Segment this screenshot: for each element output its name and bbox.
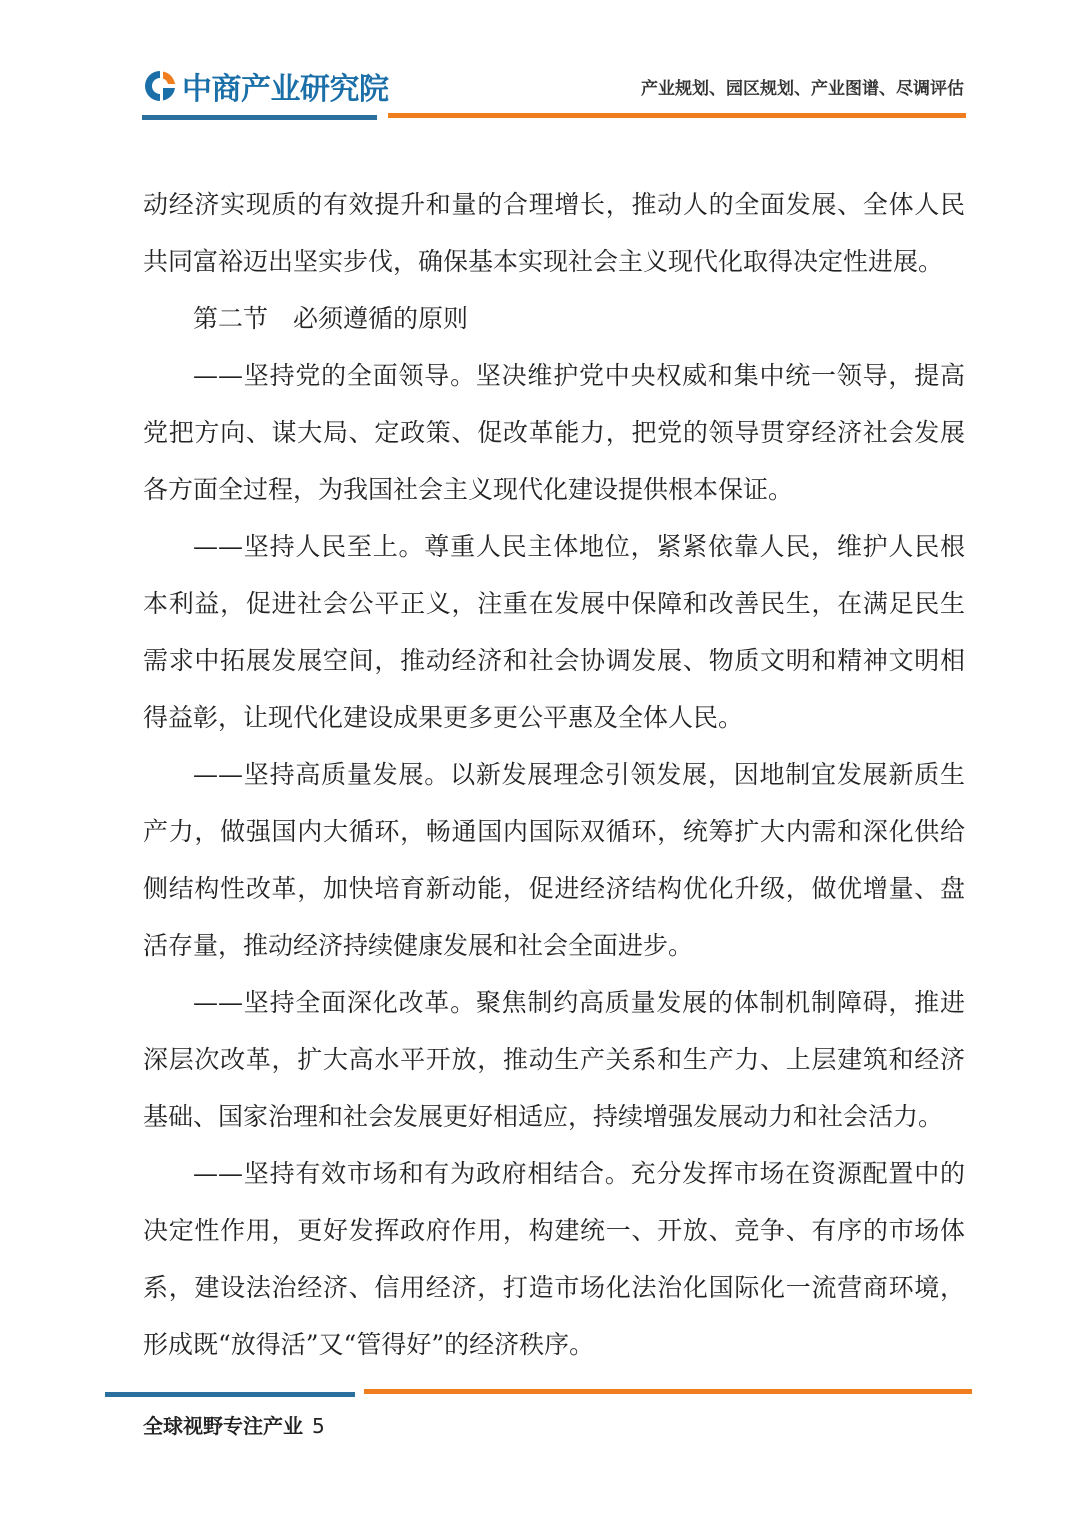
- intro-paragraph: 动经济实现质的有效提升和量的合理增长，推动人的全面发展、全体人民共同富裕迈出坚实步伐，确保基本实现社会主义现代化取得决定性进展。: [143, 190, 965, 276]
- page-number: 5: [311, 1414, 325, 1438]
- research-institute-logo-icon: [142, 68, 178, 104]
- footer-slogan: 全球视野专注产业: [143, 1414, 303, 1438]
- footer-rule-blue: [105, 1392, 355, 1397]
- principle-paragraph: ——坚持有效市场和有为政府相结合。充分发挥市场在资源配置中的决定性作用，更好发挥政府作用，构建统一、开放、竞争、有序的市场体系，建设法治经济、信用经济，打造市场化法治化国际化一流营商环境，形成既“放得活”又“管得好”的经济秩序。: [143, 1159, 965, 1359]
- section-title: 第二节 必须遵循的原则: [193, 304, 469, 333]
- principle-paragraph: ——坚持高质量发展。以新发展理念引领发展，因地制宜发展新质生产力，做强国内大循环，畅通国内国际双循环，统筹扩大内需和深化供给侧结构性改革，加快培育新动能，促进经济结构优化升级，做优增量、盘活存量，推动经济持续健康发展和社会全面进步。: [143, 760, 965, 960]
- page-header: [0, 0, 1080, 130]
- principle-paragraph: ——坚持全面深化改革。聚焦制约高质量发展的体制机制障碍，推进深层次改革，扩大高水平开放，推动生产关系和生产力、上层建筑和经济基础、国家治理和社会发展更好相适应，持续增强发展动力和社会活力。: [143, 988, 965, 1131]
- principle-paragraph: ——坚持人民至上。尊重人民主体地位，紧紧依靠人民，维护人民根本利益，促进社会公平正义，注重在发展中保障和改善民生，在满足民生需求中拓展发展空间，推动经济和社会协调发展、物质文明和精神文明相得益彰，让现代化建设成果更多更公平惠及全体人民。: [143, 532, 965, 732]
- logo: [142, 64, 389, 108]
- document-body: [143, 176, 965, 1373]
- header-tagline: 产业规划、园区规划、产业图谱、尽调评估: [641, 79, 964, 99]
- footer-rule-orange: [364, 1389, 972, 1394]
- header-rule-orange: [388, 113, 966, 118]
- logo-text: 中商产业研究院: [182, 72, 389, 107]
- principle-paragraph: ——坚持党的全面领导。坚决维护党中央权威和集中统一领导，提高党把方向、谋大局、定政策、促改革能力，把党的领导贯穿经济社会发展各方面全过程，为我国社会主义现代化建设提供根本保证。: [143, 361, 965, 504]
- header-rule-blue: [142, 115, 377, 120]
- page-footer: [143, 1410, 325, 1439]
